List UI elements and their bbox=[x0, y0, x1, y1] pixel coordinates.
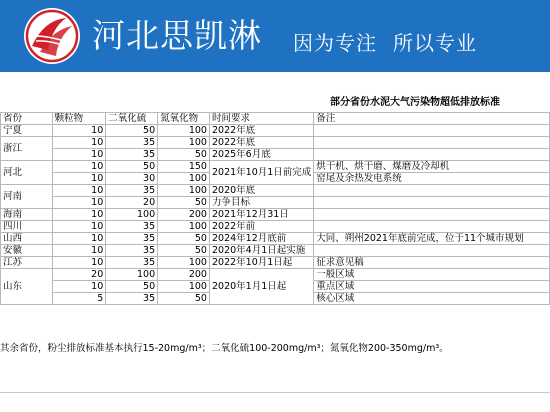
slogan bbox=[293, 31, 477, 55]
cell-province: 河南 bbox=[1, 185, 53, 209]
table-row bbox=[1, 257, 550, 269]
cell-time: 2020年4月1日起实施 bbox=[209, 245, 313, 257]
cell-nox: 50 bbox=[158, 149, 210, 161]
cell-time: 力争目标 bbox=[209, 197, 313, 209]
cell-time: 2021年12月31日 bbox=[209, 209, 313, 221]
cell-pm: 10 bbox=[52, 149, 106, 161]
cell-note bbox=[314, 245, 550, 257]
cell-nox: 50 bbox=[158, 197, 210, 209]
cell-pm: 10 bbox=[52, 185, 106, 197]
cell-note bbox=[314, 221, 550, 233]
cell-so2: 50 bbox=[106, 125, 158, 137]
table-title: 部分省份水泥大气污染物超低排放标准 bbox=[330, 97, 500, 108]
table-row bbox=[1, 185, 550, 197]
cell-note: 窑尾及余热发电系统 bbox=[314, 173, 550, 185]
cell-nox: 100 bbox=[158, 173, 210, 185]
cell-nox: 200 bbox=[158, 269, 210, 281]
brand-name: 河北思凯淋 bbox=[92, 16, 262, 55]
cell-note: 一般区域 bbox=[314, 269, 550, 281]
table-row bbox=[1, 209, 550, 221]
cell-so2: 50 bbox=[106, 161, 158, 173]
cell-so2: 100 bbox=[106, 209, 158, 221]
cell-pm: 10 bbox=[52, 245, 106, 257]
cell-so2: 35 bbox=[106, 257, 158, 269]
company-logo-icon bbox=[22, 6, 82, 66]
cell-pm: 10 bbox=[52, 137, 106, 149]
cell-time: 2022年10月1日起 bbox=[209, 257, 313, 269]
cell-note bbox=[314, 125, 550, 137]
column-header-so2: 二氧化硫 bbox=[106, 113, 158, 125]
cell-nox: 100 bbox=[158, 185, 210, 197]
column-header-nox: 氮氧化物 bbox=[158, 113, 210, 125]
cell-note bbox=[314, 149, 550, 161]
cell-province: 宁夏 bbox=[1, 125, 53, 137]
cell-nox: 150 bbox=[158, 161, 210, 173]
cell-so2: 35 bbox=[106, 245, 158, 257]
cell-pm: 10 bbox=[52, 281, 106, 293]
cell-so2: 35 bbox=[106, 149, 158, 161]
cell-note bbox=[314, 209, 550, 221]
cell-note: 重点区域 bbox=[314, 281, 550, 293]
cell-nox: 100 bbox=[158, 221, 210, 233]
spreadsheet bbox=[0, 72, 550, 412]
cell-province: 山西 bbox=[1, 233, 53, 245]
cell-time: 2022年底 bbox=[209, 137, 313, 149]
column-header-province: 省份 bbox=[1, 113, 53, 125]
emission-standards-table bbox=[0, 112, 550, 305]
cell-nox: 100 bbox=[158, 137, 210, 149]
cell-note bbox=[314, 197, 550, 209]
cell-pm: 10 bbox=[52, 161, 106, 173]
cell-so2: 35 bbox=[106, 221, 158, 233]
table-row bbox=[1, 197, 550, 209]
cell-pm: 10 bbox=[52, 221, 106, 233]
table-row bbox=[1, 149, 550, 161]
slogan-part-2: 所以专业 bbox=[393, 31, 477, 55]
cell-time: 2020年1月1日起 bbox=[209, 269, 313, 305]
cell-note bbox=[314, 185, 550, 197]
column-header-time: 时间要求 bbox=[209, 113, 313, 125]
cell-note bbox=[314, 137, 550, 149]
cell-time: 2022年前 bbox=[209, 221, 313, 233]
cell-province: 山东 bbox=[1, 269, 53, 305]
table-row bbox=[1, 269, 550, 281]
cell-so2: 35 bbox=[106, 293, 158, 305]
cell-time: 2022年底 bbox=[209, 125, 313, 137]
cell-province: 河北 bbox=[1, 161, 53, 185]
cell-so2: 100 bbox=[106, 269, 158, 281]
cell-time: 2020年底 bbox=[209, 185, 313, 197]
cell-nox: 100 bbox=[158, 281, 210, 293]
cell-nox: 50 bbox=[158, 233, 210, 245]
cell-so2: 35 bbox=[106, 233, 158, 245]
cell-note: 烘干机、烘干磨、煤磨及冷却机 bbox=[314, 161, 550, 173]
cell-so2: 20 bbox=[106, 197, 158, 209]
column-header-note: 备注 bbox=[314, 113, 550, 125]
table-row bbox=[1, 125, 550, 137]
cell-nox: 200 bbox=[158, 209, 210, 221]
cell-note: 征求意见稿 bbox=[314, 257, 550, 269]
cell-province: 四川 bbox=[1, 221, 53, 233]
cell-pm: 10 bbox=[52, 125, 106, 137]
cell-so2: 30 bbox=[106, 173, 158, 185]
cell-so2: 50 bbox=[106, 281, 158, 293]
cell-pm: 5 bbox=[52, 293, 106, 305]
cell-pm: 10 bbox=[52, 233, 106, 245]
cell-pm: 10 bbox=[52, 173, 106, 185]
cell-nox: 100 bbox=[158, 257, 210, 269]
cell-nox: 100 bbox=[158, 125, 210, 137]
table-row bbox=[1, 137, 550, 149]
cell-province: 浙江 bbox=[1, 137, 53, 161]
table-footnote: 其余省份，粉尘排放标准基本执行15-20mg/m³；二氧化硫100-200mg/m³；氮氧化物200-350mg/m³。 bbox=[0, 343, 449, 354]
column-header-pm: 颗粒物 bbox=[52, 113, 106, 125]
cell-time: 2025年6月底 bbox=[209, 149, 313, 161]
cell-province: 江苏 bbox=[1, 257, 53, 269]
header-banner bbox=[0, 0, 550, 72]
cell-time: 2021年10月1日前完成 bbox=[209, 161, 313, 185]
table-row bbox=[1, 221, 550, 233]
table-row bbox=[1, 233, 550, 245]
cell-nox: 50 bbox=[158, 293, 210, 305]
divider bbox=[0, 392, 550, 393]
cell-so2: 35 bbox=[106, 185, 158, 197]
cell-so2: 35 bbox=[106, 137, 158, 149]
cell-note: 核心区域 bbox=[314, 293, 550, 305]
table-header-row bbox=[1, 113, 550, 125]
cell-nox: 50 bbox=[158, 245, 210, 257]
cell-pm: 10 bbox=[52, 209, 106, 221]
cell-pm: 10 bbox=[52, 257, 106, 269]
cell-time: 2024年12月底前 bbox=[209, 233, 313, 245]
slogan-part-1: 因为专注 bbox=[293, 31, 377, 55]
cell-province: 安徽 bbox=[1, 245, 53, 257]
cell-province: 海南 bbox=[1, 209, 53, 221]
table-row bbox=[1, 161, 550, 173]
table-row bbox=[1, 245, 550, 257]
cell-pm: 20 bbox=[52, 269, 106, 281]
cell-note: 大同、朔州2021年底前完成，位于11个城市规划 bbox=[314, 233, 550, 245]
cell-pm: 10 bbox=[52, 197, 106, 209]
